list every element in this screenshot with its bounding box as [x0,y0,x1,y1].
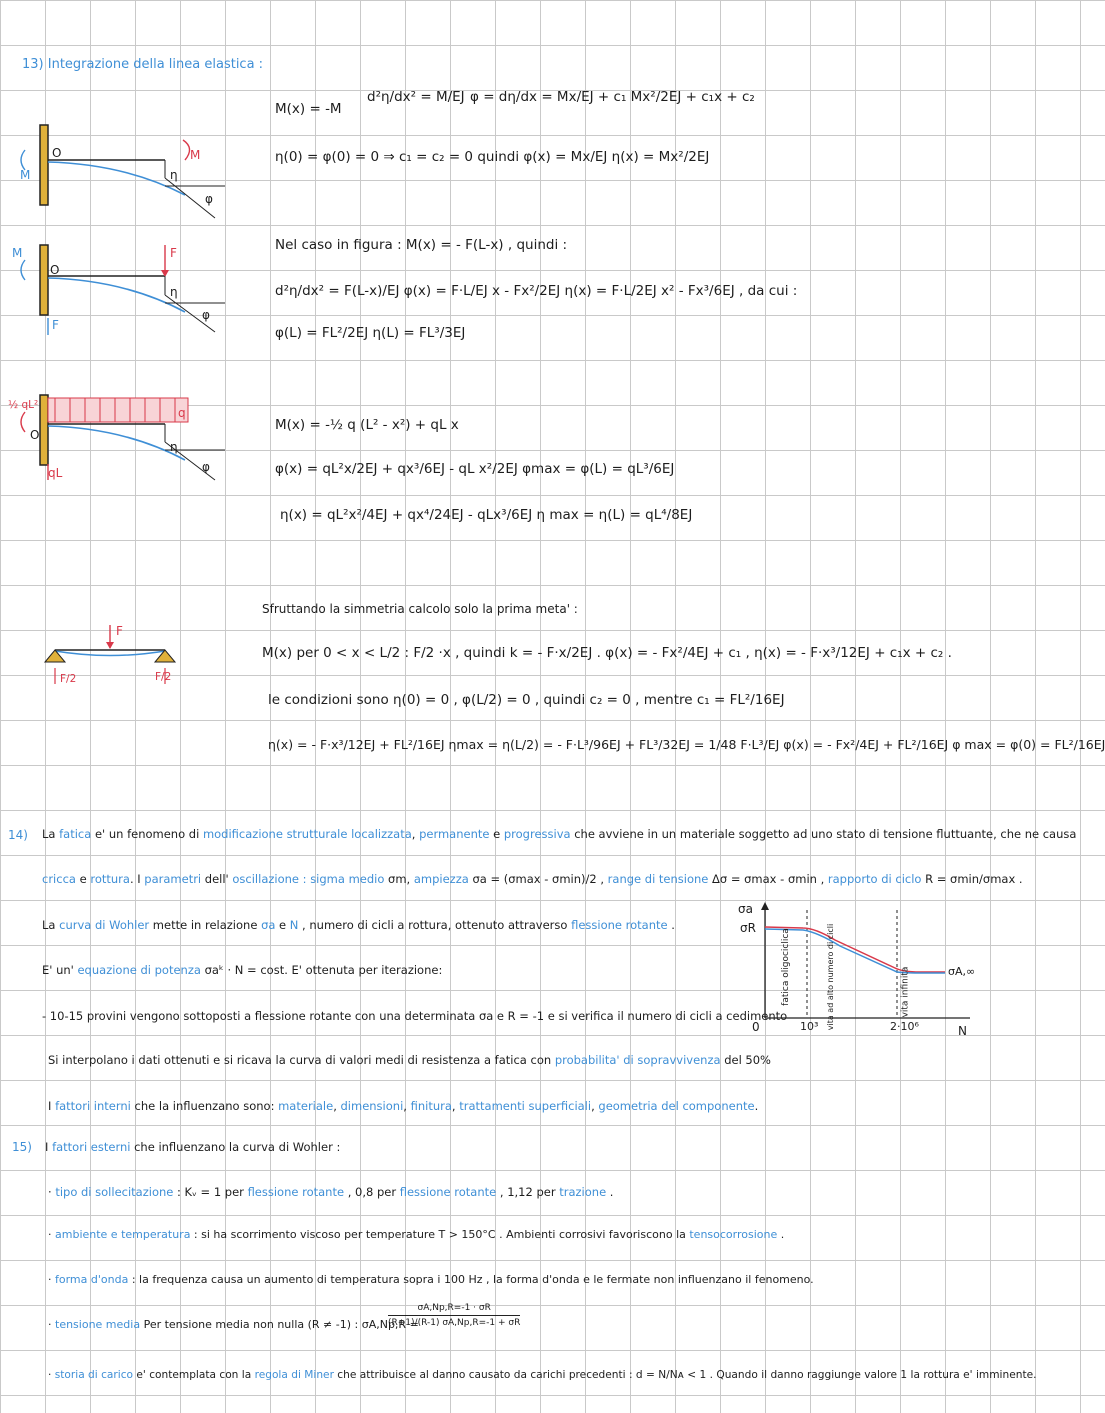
text-run: La [42,827,60,841]
text-run: e' un fenomeno di [91,827,203,841]
section-13-title: 13) Integrazione della linea elastica : [22,57,264,72]
text-run: I [45,1140,53,1154]
eq-case4-bc: le condizioni sono η(0) = 0 , φ(L/2) = 0 , quindi c₂ = 0 , mentre c₁ = FL²/16EJ [268,692,785,708]
fig3-phi-label: φ [202,460,210,474]
text-run: , [333,1099,341,1113]
text-run: , [403,1099,411,1113]
graph-n-axis-label: N [958,1024,967,1038]
eq-case4-moment: M(x) per 0 < x < L/2 : F/2 ·x , quindi k = - F·x/2EJ . φ(x) = - Fx²/4EJ + c₁ , η(x) = - F·x³/12EJ + c₁x + c₂ . [262,645,952,661]
text-run: : si ha scorrimento viscoso per temperature T > 150°C . Ambienti corrosivi favoriscono la [190,1228,690,1241]
text-run: geometria del componente [598,1099,755,1113]
text-run: . [667,918,675,932]
eq-case2-result: φ(L) = FL²/2EJ η(L) = FL³/3EJ [275,325,466,341]
text-run: La [42,918,60,932]
text-run: Per tensione media non nulla (R ≠ -1) : σA,Np,R = [140,1318,419,1331]
text-run: storia di carico [54,1369,134,1381]
text-run: dimensioni [340,1099,404,1113]
text-run: , [411,827,420,841]
text-run: e [75,872,91,886]
fig1-origin-label: O [52,146,62,160]
text-run: - 10-15 provini vengono sottoposti a flessione rotante con una determinata σa e R = -1 e si verifica il numero di cicli a cedimento [42,1009,788,1023]
text-run: flessione rotante [399,1185,497,1199]
text-run: regola di Miner [254,1369,334,1381]
fig2-origin-label: O [50,263,60,277]
s14-line-7 [48,1099,758,1113]
fig2-eta-label: η [170,285,178,299]
graph-zone-infinite: vita infinita [900,966,911,1018]
text-run: · [48,1185,56,1199]
fig3-reaction-label: qL [48,466,63,480]
s15-bullet-sollecitazione [48,1185,613,1199]
text-run: · [48,1228,55,1241]
section-15-number: 15) [12,1140,32,1154]
text-run: E' un' [42,963,78,977]
fig4-left-reaction: F/2 [60,673,77,685]
text-run: che attribuisce al danno causato da carichi precedenti : d = N/Nᴀ < 1 . Quando il danno raggiunge valore 1 la rottura e' imminente. [333,1369,1037,1381]
fig4-force-label: F [116,624,123,638]
text-run: Δσ = σmax - σmin , [708,872,828,886]
text-run: range di tensione [607,872,709,886]
text-run: che influenzano la curva di Wohler : [130,1140,341,1154]
text-run: progressiva [503,827,571,841]
fraction-numerator: σA,Np,R=-1 · σR [417,1303,491,1313]
text-run: equazione di potenza [77,963,201,977]
text-run: , [591,1099,599,1113]
text-run: , 0,8 per [344,1185,400,1199]
text-run: probabilita' di sopravvivenza [554,1053,721,1067]
fig2-phi-label: φ [202,308,210,322]
text-run: oscillazione : sigma medio [232,872,385,886]
graph-sigma-a-label: σa [738,902,753,916]
text-run: : Kᵥ = 1 per [173,1185,248,1199]
eq-case3-phi: φ(x) = qL²x/2EJ + qx³/6EJ - qL x²/2EJ φmax = φ(L) = qL³/6EJ [275,461,675,477]
fig3-moment-label: ½ qL² [8,399,39,411]
text-run: che la influenzano sono: [130,1099,279,1113]
text-run: parametri [144,872,202,886]
text-run: · [48,1273,55,1286]
eq-case3-eta: η(x) = qL²x²/4EJ + qx⁴/24EJ - qLx³/6EJ η max = η(L) = qL⁴/8EJ [280,507,693,523]
fig3-q-label: q [178,406,186,420]
s14-line-6 [48,1053,771,1067]
text-run: ambiente e temperatura [55,1228,191,1241]
text-run: ampiezza [413,872,469,886]
text-run: fattori esterni [52,1140,131,1154]
text-run: rottura [90,872,130,886]
fig1-reaction-label: M [20,168,31,182]
text-run: , 1,12 per [496,1185,560,1199]
text-run: flessione rotante [247,1185,345,1199]
s14-line-2 [42,872,1023,886]
s14-line-4 [42,963,442,977]
text-run: . [754,1099,759,1113]
s15-bullet-tensione-media [48,1318,419,1332]
graph-zone-oligo: fatica oligociclica [780,928,791,1006]
text-run: I [48,1099,56,1113]
text-run: . I [129,872,145,886]
graph-n1-label: 10³ [800,1020,819,1033]
text-run: , [451,1099,460,1113]
text-run: . [777,1228,785,1241]
text-run: N [289,918,299,932]
text-run: tipo di sollecitazione [55,1185,174,1199]
s14-line-3 [42,918,675,932]
text-run: trazione [559,1185,607,1199]
text-run: mette in relazione [149,918,262,932]
text-run: del 50% [720,1053,771,1067]
text-run: e [489,827,504,841]
text-run: finitura [410,1099,452,1113]
graph-sigma-r-label: σR [740,921,756,935]
text-run: permanente [419,827,490,841]
s15-bullet-storia-carico [48,1368,1036,1382]
fig4-right-reaction: F/2 [155,671,172,683]
text-run: · [48,1369,55,1381]
text-run: . [606,1185,614,1199]
graph-sigma-inf-label: σA,∞ [948,965,976,978]
fraction-denominator: (R+1)/(R-1) σA,Np,R=-1 + σR [388,1318,521,1328]
eq-moment: M(x) = -M [275,101,342,117]
graph-n2-label: 2·10⁶ [890,1020,919,1033]
beam-moment-figure [15,120,235,220]
text-run: curva di Wohler [59,918,150,932]
text-run: e [275,918,290,932]
text-run: σa [261,918,276,932]
text-run: e' contemplata con la [133,1369,255,1381]
text-run: tensione media [55,1318,141,1331]
text-run: flessione rotante [571,918,668,932]
beam-force-figure [15,240,235,340]
text-run: materiale [278,1099,334,1113]
s15-intro [45,1140,340,1154]
text-run: · [48,1318,55,1331]
eq-bc1: η(0) = φ(0) = 0 ⇒ c₁ = c₂ = 0 quindi φ(x) = Mx/EJ η(x) = Mx²/2EJ [275,149,710,165]
s14-line-1 [42,827,1076,841]
text-run: che avviene in un materiale soggetto ad uno stato di tensione fluttuante, che ne causa [570,827,1077,841]
eq-phi-general: φ = dη/dx = Mx/EJ + c₁ Mx²/2EJ + c₁x + c₂ [470,89,755,105]
text-run: tensocorrosione [689,1228,778,1241]
s15-bullet-ambiente [48,1228,784,1242]
fig1-eta-label: η [170,168,178,182]
eq-diff: d²η/dx² = M/EJ [367,89,465,105]
text-run: σm, [384,872,414,886]
fig2-force-label: F [170,246,177,260]
s14-line-5 [42,1009,787,1023]
s15-bullet-forma-onda [48,1273,814,1287]
text-run: dell' [201,872,233,886]
text-run: trattamenti superficiali [459,1099,592,1113]
text-run: rapporto di ciclo [827,872,922,886]
eq-case2-intro: Nel caso in figura : M(x) = - F(L-x) , quindi : [275,237,568,253]
fig2-reaction-label: F [52,318,59,332]
fig1-moment-label: M [190,148,201,162]
section-14-number: 14) [8,828,28,842]
text-run: : la frequenza causa un aumento di temperatura sopra i 100 Hz , la forma d'onda e le fermate non influenzano il fenomeno. [128,1273,814,1286]
text-run: σa = (σmax - σmin)/2 , [468,872,608,886]
text-run: σaᵏ · N = cost. E' ottenuta per iterazione: [200,963,443,977]
text-run: cricca [42,872,76,886]
graph-zone-high: vita ad alto numero di cicli [826,923,836,1031]
text-run: R = σmin/σmax . [921,872,1023,886]
text-run: forma d'onda [55,1273,129,1286]
graph-origin-label: 0 [752,1020,760,1034]
text-run: Si interpolano i dati ottenuti e si ricava la curva di valori medi di resistenza a fatica con [48,1053,555,1067]
fig3-origin-label: O [30,428,40,442]
eq-case4-result: η(x) = - F·x³/12EJ + FL²/16EJ ηmax = η(L/2) = - F·L³/96EJ + FL³/32EJ = 1/48 F·L³/EJ φ(x) = - Fx²/4EJ + FL²/16EJ φ max = φ(0) = FL²/16EJ [268,737,1105,752]
text-run: modificazione strutturale localizzata [202,827,412,841]
text-run: , numero di cicli a rottura, ottenuto attraverso [298,918,572,932]
fig1-phi-label: φ [205,192,213,206]
eq-case3-moment: M(x) = -½ q (L² - x²) + qL x [275,417,459,433]
fig3-eta-label: η [170,440,178,454]
eq-case2-diff: d²η/dx² = F(L-x)/EJ φ(x) = F·L/EJ x - Fx²/2EJ η(x) = F·L/2EJ x² - Fx³/6EJ , da cui : [275,283,798,299]
tensione-media-fraction [388,1302,520,1329]
text-run: fatica [59,827,92,841]
text-run: fattori interni [55,1099,131,1113]
fig2-moment-label: M [12,246,23,260]
eq-case4-intro: Sfruttando la simmetria calcolo solo la prima meta' : [262,602,578,616]
